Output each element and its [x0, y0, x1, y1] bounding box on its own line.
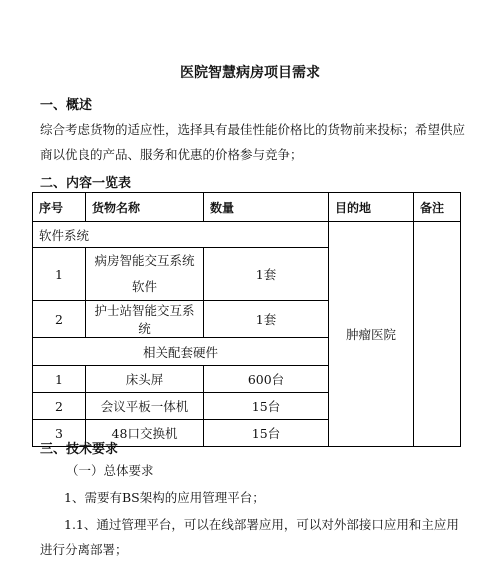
row-goods-name: 护士站智能交互系统 [86, 301, 204, 338]
header-destination: 目的地 [329, 193, 414, 222]
section-heading-overview: 一、概述 [40, 98, 93, 113]
row-quantity: 1套 [204, 301, 329, 338]
row-no: 2 [33, 301, 86, 338]
table-row [33, 222, 461, 248]
subheading-general: （一）总体要求 [66, 463, 154, 478]
requirement-item-1-1: 1.1、通过管理平台，可以在线部署应用，可以对外部接口应用和主应用进行分离部署； [40, 517, 459, 557]
group-label-hardware: 相关配套硬件 [33, 338, 329, 366]
row-quantity: 15台 [204, 393, 329, 420]
document-title: 医院智慧病房项目需求 [180, 65, 320, 81]
contents-table [32, 192, 461, 447]
row-no: 1 [33, 366, 86, 393]
row-goods-name: 病房智能交互系统软件 [86, 248, 204, 301]
overview-paragraph: 综合考虑货物的适应性，选择具有最佳性能价格比的货物前来投标；希望供应商以优良的产品、服务和优惠的价格参与竞争； [40, 122, 466, 162]
table-header-row [33, 193, 461, 222]
row-quantity: 15台 [204, 420, 329, 447]
header-remarks: 备注 [414, 193, 461, 222]
row-quantity: 600台 [204, 366, 329, 393]
row-goods-name: 床头屏 [86, 366, 204, 393]
requirement-item-1: 1、需要有BS架构的应用管理平台； [64, 490, 265, 505]
header-no: 序号 [33, 193, 86, 222]
row-no: 1 [33, 248, 86, 301]
destination-cell: 肿瘤医院 [329, 222, 414, 447]
header-quantity: 数量 [204, 193, 329, 222]
row-quantity: 1套 [204, 248, 329, 301]
group-label-software: 软件系统 [33, 222, 329, 248]
row-goods-name: 48口交换机 [86, 420, 204, 447]
section-heading-technical: 三、技术要求 [40, 442, 119, 457]
row-goods-name: 会议平板一体机 [86, 393, 204, 420]
remarks-cell [414, 222, 461, 447]
header-goods-name: 货物名称 [86, 193, 204, 222]
row-no: 3 [33, 420, 86, 447]
row-no: 2 [33, 393, 86, 420]
section-heading-contents: 二、内容一览表 [40, 176, 132, 191]
